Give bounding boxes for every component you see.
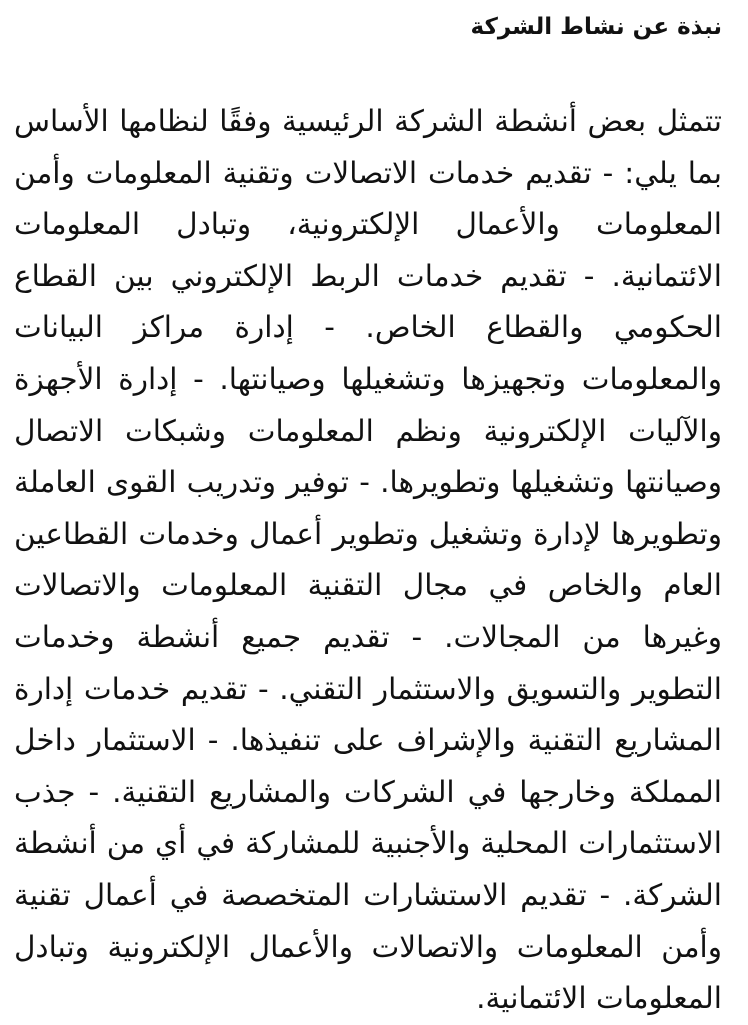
body-line-18: المعلومات الائتمانية. (476, 981, 722, 1016)
body-line-10: العام والخاص في مجال التقنية المعلومات والاتصالات (14, 568, 722, 603)
body-line-7: والآليات الإلكترونية ونظم المعلومات وشبكات الاتصال (14, 413, 722, 448)
document-body (14, 96, 722, 1025)
body-line-15: الاستثمارات المحلية والأجنبية للمشاركة في أي من أنشطة (14, 826, 722, 861)
body-line-2: بما يلي: - تقديم خدمات الاتصالات وتقنية المعلومات وأمن (14, 155, 722, 190)
body-line-14: المملكة وخارجها في الشركات والمشاريع التقنية. - جذب (14, 774, 722, 809)
document-title: نبذة عن نشاط الشركة (470, 14, 722, 40)
body-line-6: والمعلومات وتجهيزها وتشغيلها وصيانتها. - إدارة الأجهزة (14, 361, 722, 396)
body-line-11: وغيرها من المجالات. - تقديم جميع أنشطة وخدمات (14, 619, 722, 654)
body-line-3: المعلومات والأعمال الإلكترونية، وتبادل المعلومات (14, 207, 722, 242)
body-line-5: الحكومي والقطاع الخاص. - إدارة مراكز البيانات (14, 310, 722, 345)
body-line-17: وأمن المعلومات والاتصالات والأعمال الإلكترونية وتبادل (14, 929, 722, 964)
body-line-13: المشاريع التقنية والإشراف على تنفيذها. - الاستثمار داخل (14, 723, 722, 758)
body-line-12: التطوير والتسويق والاستثمار التقني. - تقديم خدمات إدارة (14, 671, 722, 706)
body-line-9: وتطويرها لإدارة وتشغيل وتطوير أعمال وخدمات القطاعين (14, 516, 722, 551)
body-line-16: الشركة. - تقديم الاستشارات المتخصصة في أعمال تقنية (14, 877, 722, 912)
body-line-8: وصيانتها وتشغيلها وتطويرها. - توفير وتدريب القوى العاملة (14, 465, 722, 500)
body-line-4: الائتمانية. - تقديم خدمات الربط الإلكتروني بين القطاع (14, 258, 722, 293)
body-line-1: تتمثل بعض أنشطة الشركة الرئيسية وفقًا لنظامها الأساس (14, 104, 722, 138)
